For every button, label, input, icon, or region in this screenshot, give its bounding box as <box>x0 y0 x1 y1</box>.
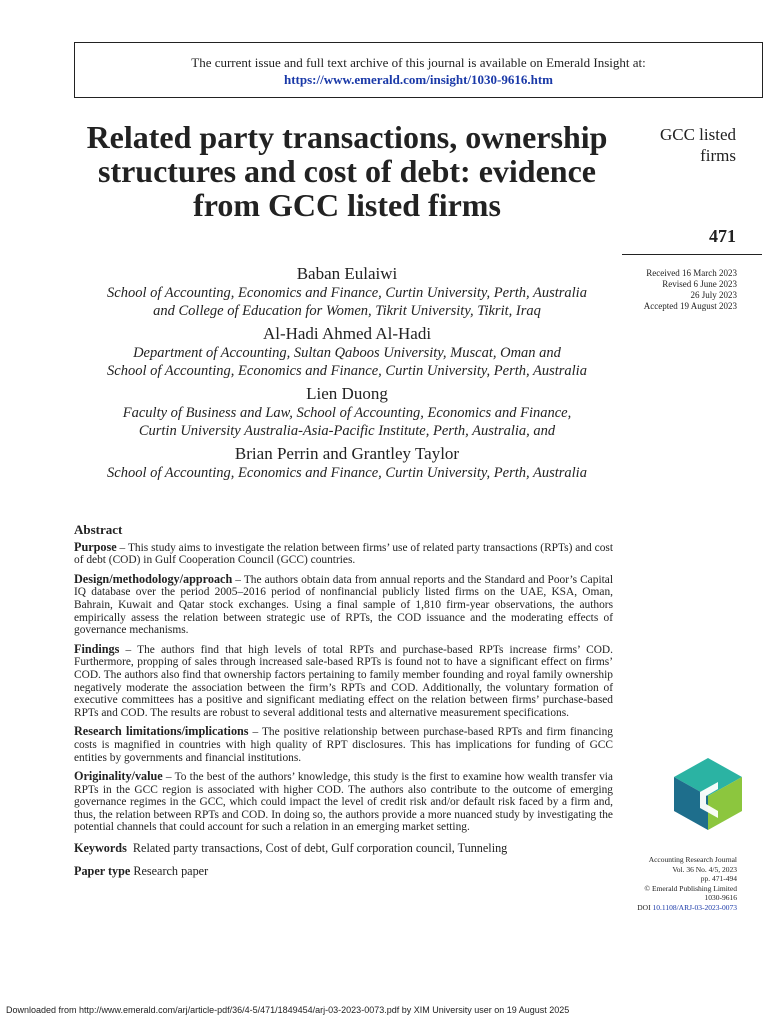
emerald-crossref-logo <box>672 756 744 832</box>
section-label: Design/methodology/approach <box>74 571 233 586</box>
section-label: Research limitations/implications <box>74 724 249 739</box>
article-title: Related party transactions, ownership structures and cost of debt: evidence from GCC listed firms <box>86 119 608 223</box>
author-affiliation: Faculty of Business and Law, School of Accounting, Economics and Finance, <box>122 405 572 421</box>
journal-volume: Vol. 36 No. 4/5, 2023 <box>672 864 737 874</box>
page-number: 471 <box>709 226 736 246</box>
keywords <box>74 842 613 855</box>
running-head-line: firms <box>700 146 736 165</box>
paper-type-value: Research paper <box>133 863 209 878</box>
date-revised: 26 July 2023 <box>690 290 737 300</box>
doi-link[interactable]: 10.1108/ARJ-03-2023-0073 <box>652 902 737 912</box>
journal-copyright: © Emerald Publishing Limited <box>644 883 737 893</box>
date-revised: Revised 6 June 2023 <box>662 279 737 289</box>
section-label: Purpose <box>74 539 117 554</box>
abstract <box>74 524 613 877</box>
section-text: – The positive relationship between purchase-based RPTs and firm financing costs is magnified in countries with high quality of RPT disclosures. This has implications for funding of GCC entities by governments and financial institutions. <box>74 726 613 764</box>
date-received: Received 16 March 2023 <box>646 268 737 278</box>
journal-pages: pp. 471-494 <box>700 874 737 884</box>
section-text: – The authors obtain data from annual reports and the Standard and Poor’s Capital IQ database over the period 2005–2016 period of nonfinancial publicly listed firms on the UAE, KSA, Oman, Bahrain, Kuwait and Qatar stock exchanges. Using a final sample of 1,810 firm-year observations, the authors empirically assess the relation between strategic use of RPTs, the COD issuance and the moderating effects of governance mechanisms. <box>74 573 613 637</box>
paper-type <box>74 865 613 878</box>
section-text: – This study aims to investigate the relation between firms’ use of related party transactions (RPTs) and cost of debt (COD) in Gulf Cooperation Council (GCC) countries. <box>74 541 613 567</box>
abstract-findings <box>74 643 613 720</box>
abstract-design <box>74 573 613 637</box>
keywords-list: Related party transactions, Cost of debt, Gulf corporation council, Tunneling <box>132 841 508 856</box>
date-accepted: Accepted 19 August 2023 <box>643 301 737 311</box>
author-affiliation: School of Accounting, Economics and Finance, Curtin University, Perth, Australia <box>107 285 587 301</box>
running-head-line: GCC listed <box>659 125 736 144</box>
author-list <box>74 262 620 482</box>
section-text: – To the best of the authors’ knowledge, this study is the first to examine how wealth transfer via RPTs in the GCC region is associated with higher COD. The authors also contribute to the outcome of emerging governance regimes in the GCC, which could impact the level of credit risk and/or default risk faced by a firm and, thus, the relation between RPTs and COD. In doing so, the authors provide a more nuanced study by investigating the potential channels that could account for such a relation in an emerging market setting. <box>74 771 613 834</box>
author-affiliation: Curtin University Australia-Asia-Pacific Institute, Perth, Australia, and <box>138 423 556 439</box>
journal-url-link[interactable]: https://www.emerald.com/insight/1030-9616.htm <box>283 72 554 87</box>
journal-notice-box <box>74 42 763 98</box>
notice-text: The current issue and full text archive of this journal is available on Emerald Insight at: <box>191 55 646 70</box>
journal-issn: 1030-9616 <box>704 893 737 903</box>
author-name: Brian Perrin and Grantley Taylor <box>234 444 460 463</box>
keywords-label: Keywords <box>74 841 127 856</box>
section-text: – The authors find that high levels of total RPTs and purchase-based RPTs increase firms’ COD. Furthermore, propping of sales through increased sale-based RPTs is found not to have a significant effect on firms’ COD. The authors also find that ownership factors pertaining to family member founding and royal family ownership negatively moderate the association between the firm’s RPTs and COD. Additionally, the voluntary formation of executive committees has a positive and significant mediating effect on the relation between firms’ purchase-based RPTs and COD. The results are robust to several additional tests and alternative measurement specifications. <box>74 643 613 719</box>
section-label: Findings <box>74 641 120 656</box>
submission-dates <box>602 268 737 312</box>
doi-line <box>602 903 737 913</box>
abstract-originality <box>74 770 613 834</box>
abstract-limitations <box>74 725 613 764</box>
author-name: Baban Eulaiwi <box>296 264 398 283</box>
journal-info <box>602 855 737 913</box>
author-affiliation: and College of Education for Women, Tikrit University, Tikrit, Iraq <box>153 303 541 319</box>
doi-label: DOI <box>637 902 651 912</box>
author-name: Lien Duong <box>306 384 388 403</box>
paper-type-label: Paper type <box>74 863 131 878</box>
abstract-purpose <box>74 541 613 567</box>
author-name: Al-Hadi Ahmed Al-Hadi <box>262 324 432 343</box>
author-affiliation: School of Accounting, Economics and Finance, Curtin University, Perth, Australia <box>107 363 587 379</box>
journal-name: Accounting Research Journal <box>648 855 737 864</box>
margin-divider <box>622 254 762 255</box>
author-affiliation: School of Accounting, Economics and Finance, Curtin University, Perth, Australia <box>107 465 587 481</box>
running-head <box>622 124 736 166</box>
abstract-heading: Abstract <box>74 522 123 537</box>
section-label: Originality/value <box>74 769 163 784</box>
download-footer: Downloaded from http://www.emerald.com/arj/article-pdf/36/4-5/471/1849454/arj-03-2023-0073.pdf by XIM University user on 19 August 2025 <box>6 1005 570 1015</box>
author-affiliation: Department of Accounting, Sultan Qaboos University, Muscat, Oman and <box>133 345 561 361</box>
